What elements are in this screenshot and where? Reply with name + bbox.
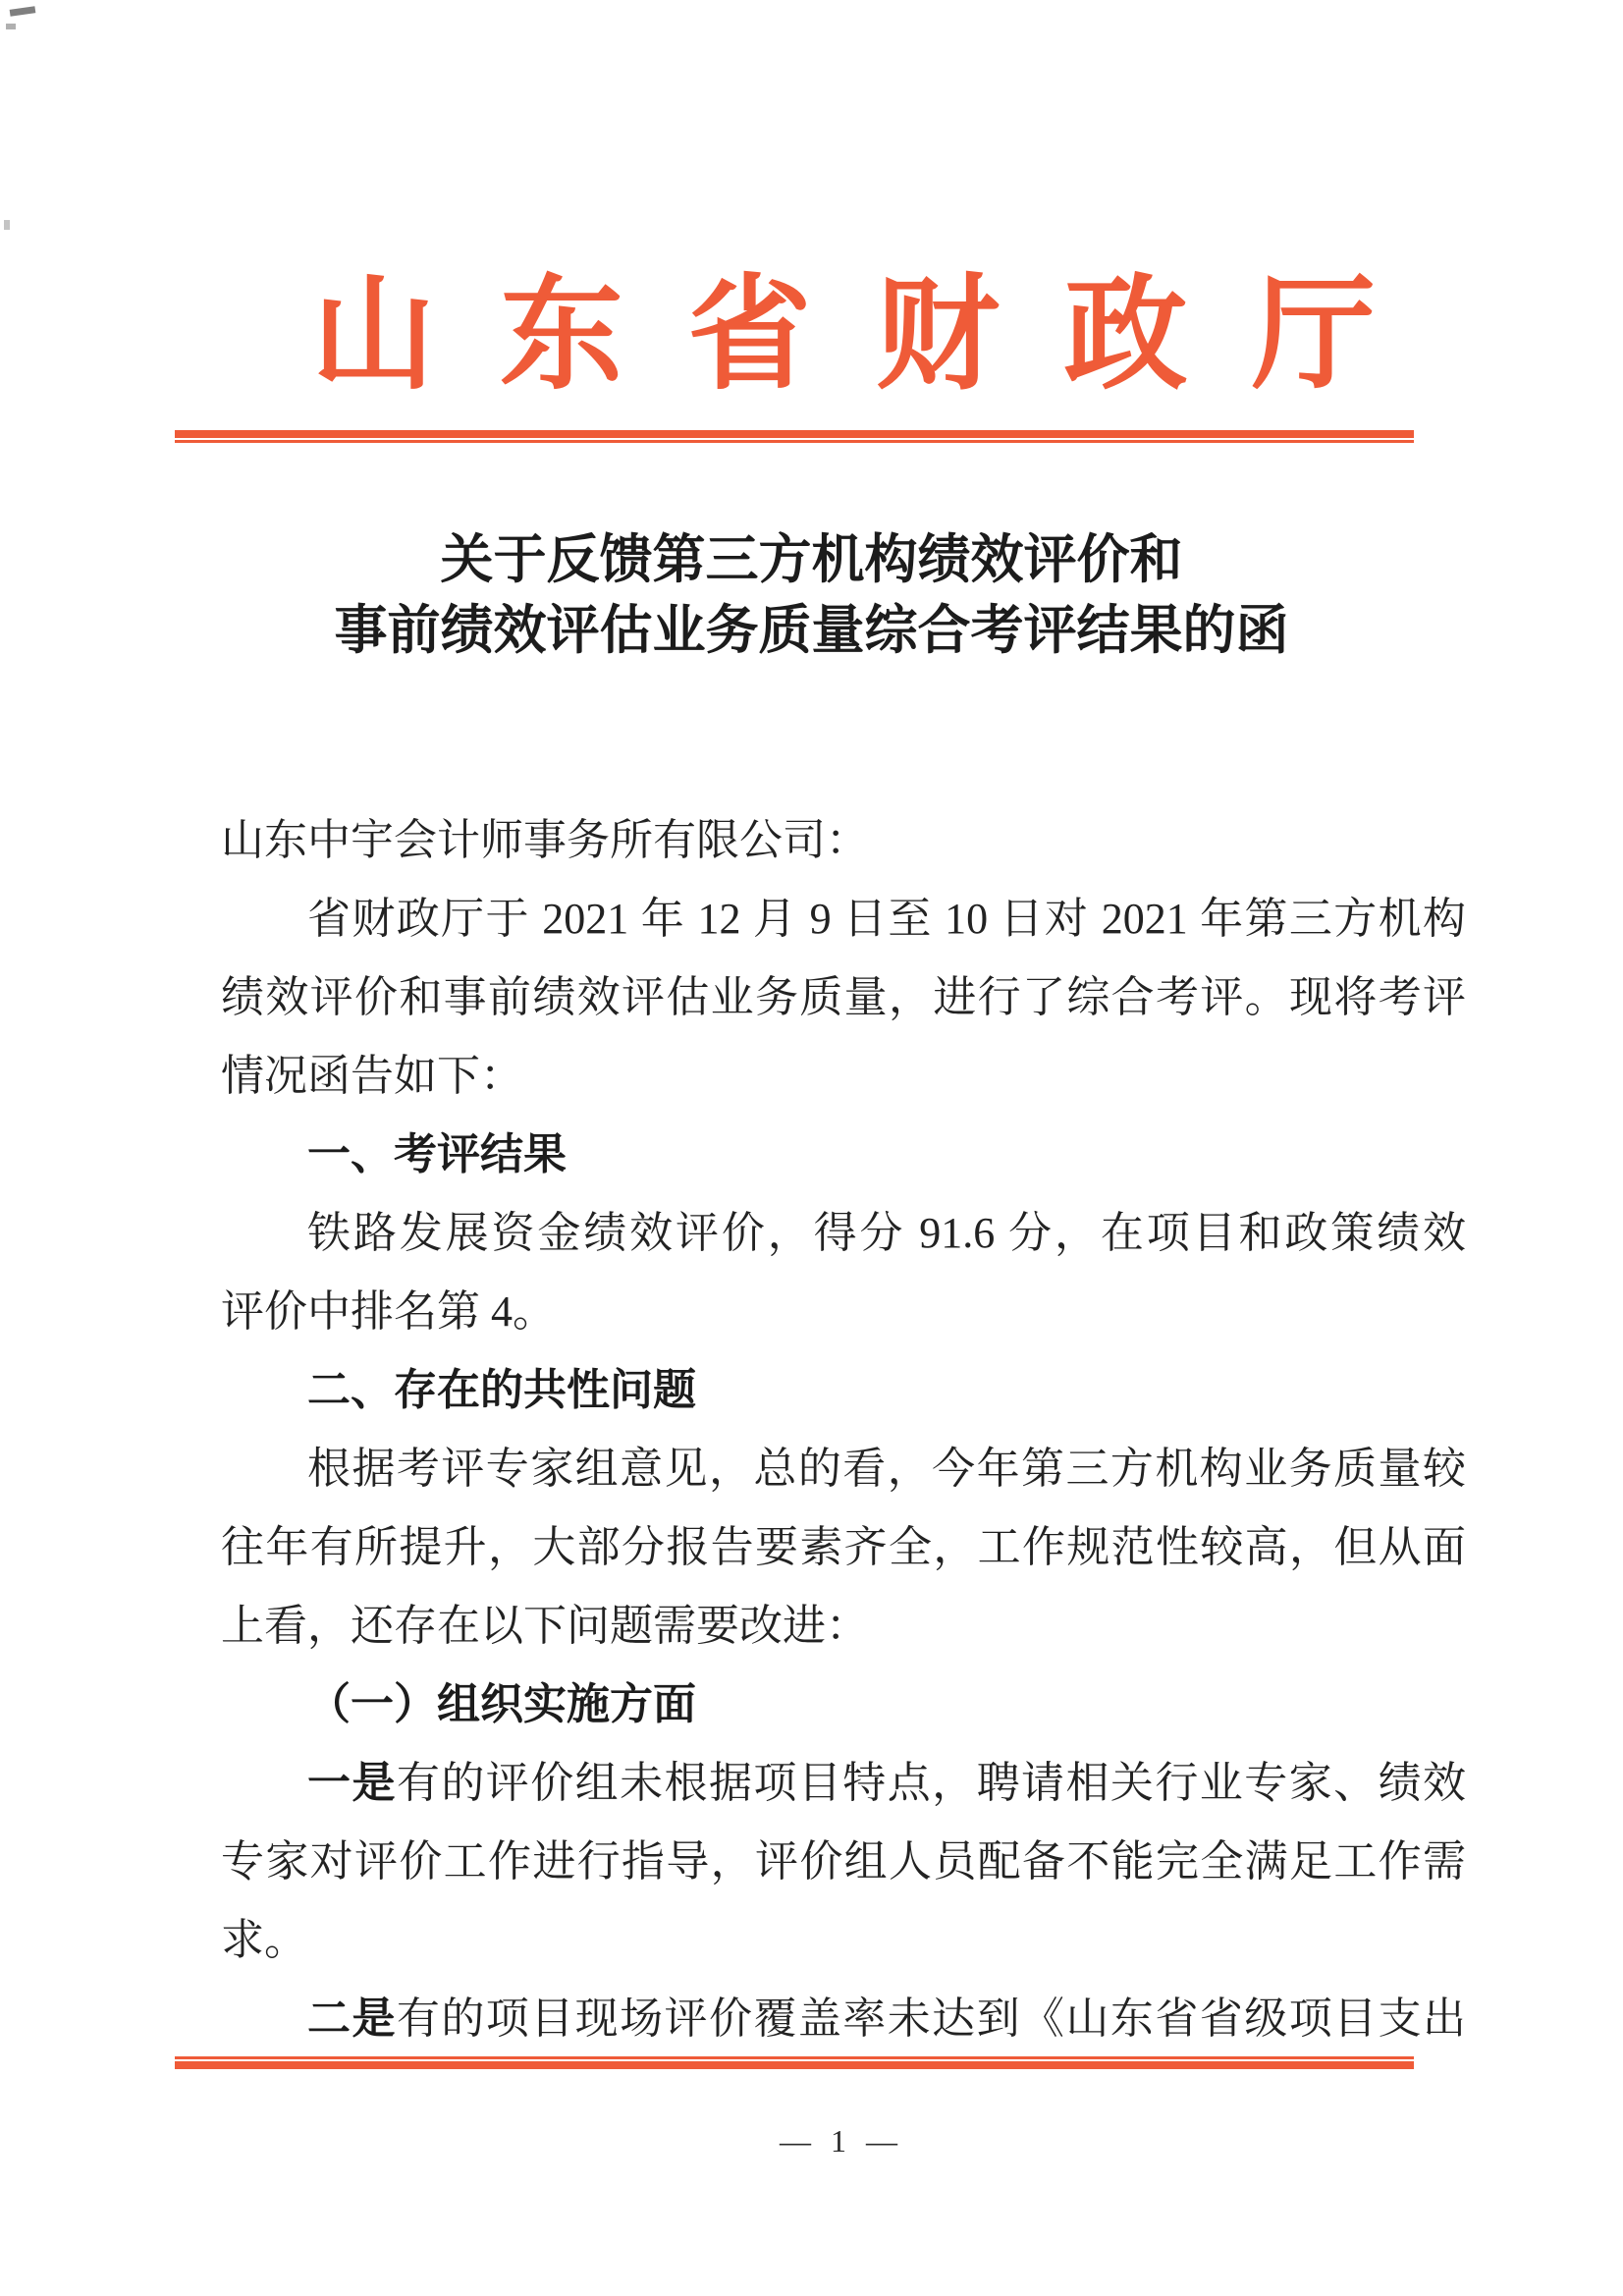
body-line: 省财政厅于 2021 年 12 月 9 日至 10 日对 2021 年第三方机构 bbox=[307, 895, 1466, 943]
document-title-line1: 关于反馈第三方机构绩效评价和 bbox=[440, 530, 1183, 589]
rule-thick-bar bbox=[175, 2061, 1414, 2069]
salutation-line: 山东中宇会计师事务所有限公司： bbox=[221, 816, 869, 864]
body-line: 情况函告如下： bbox=[221, 1052, 523, 1100]
body-line: 往年有所提升，大部分报告要素齐全，工作规范性较高，但从面 bbox=[221, 1523, 1466, 1571]
bold-lead: 一是 bbox=[307, 1759, 397, 1807]
letter-body bbox=[221, 801, 1466, 2058]
document-title-line2: 事前绩效评估业务质量综合考评结果的函 bbox=[334, 601, 1289, 660]
body-line: 上看，还存在以下问题需要改进： bbox=[221, 1602, 869, 1650]
rule-thick-bar bbox=[175, 430, 1414, 438]
body-line: 评价中排名第 4。 bbox=[221, 1287, 556, 1336]
body-line: 铁路发展资金绩效评价，得分 91.6 分，在项目和政策绩效 bbox=[307, 1209, 1466, 1257]
body-line: 根据考评专家组意见，总的看，今年第三方机构业务质量较 bbox=[307, 1445, 1466, 1493]
body-line: 绩效评价和事前绩效评估业务质量，进行了综合考评。现将考评 bbox=[221, 973, 1466, 1021]
document-title bbox=[0, 524, 1623, 666]
body-line: 二是有的项目现场评价覆盖率未达到《山东省省级项目支出 bbox=[307, 1995, 1467, 2043]
page-number: — 1 — bbox=[780, 2123, 903, 2159]
letterhead-org-name: 山东省财政厅 bbox=[311, 268, 1440, 405]
scan-speck bbox=[4, 220, 10, 230]
body-line: 一是有的评价组未根据项目特点，聘请相关行业专家、绩效 bbox=[307, 1759, 1467, 1807]
section-heading-1: 一、考评结果 bbox=[307, 1130, 567, 1178]
section-heading-2: 二、存在的共性问题 bbox=[307, 1366, 696, 1414]
scan-speck bbox=[10, 6, 36, 17]
scan-speck bbox=[6, 24, 16, 29]
letterhead-divider-rule bbox=[175, 430, 1414, 443]
rule-thin-bar bbox=[175, 440, 1414, 443]
bold-lead: 二是 bbox=[307, 1995, 397, 2043]
body-line: 求。 bbox=[221, 1916, 307, 1964]
body-line: 专家对评价工作进行指导，评价组人员配备不能完全满足工作需 bbox=[221, 1837, 1466, 1886]
footer-divider-rule bbox=[175, 2056, 1414, 2069]
subsection-heading-1: （一）组织实施方面 bbox=[307, 1680, 696, 1728]
